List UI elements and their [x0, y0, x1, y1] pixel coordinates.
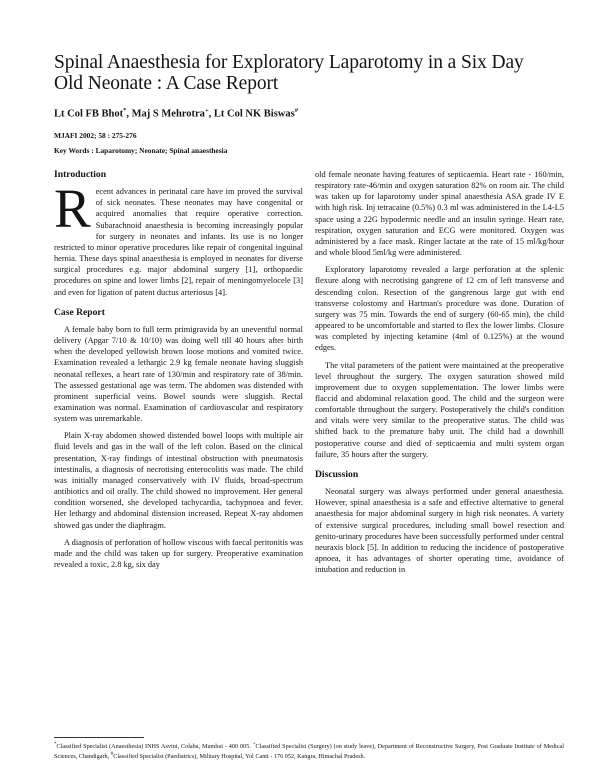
affiliations-footnote: [54, 741, 564, 762]
footnote-divider: [54, 737, 144, 738]
case-report-paragraph: Exploratory laparotomy revealed a large perforation at the splenic flexure along with necrotising gangrene of 12 cm of left transverse and descending colon. Resection of the gangrenous large gut with end transverse colostomy and Hartman's procedure was done. Duration of surgery was 75 min. Towards the end of surgery (60-65 min), the child appeared to be uncomfortable and started to flex the lower limbs. Closure was completed by injecting ketamine (4ml of 0.125%) at the wound edges.: [315, 265, 564, 353]
introduction-paragraph: [54, 178, 303, 298]
introduction-text: ecent advances in perinatal care have im proved the survival of sick neonates. These neonates may have congenital or acquired anomalies that require operative correction. Subarachnoid anaesthesia is becoming increasingly popular for surgery in neonates and infants. Its use is no longer restricted to minor operative procedures like repair of congenital inguinal hernia. These days spinal anaesthesia is employed in neonates for diverse surgical procedures e.g. major abdominal surgery [1], orthopaedic procedures on spine and lower limbs [2], repair of meningomyelocele [3] and even for ligation of patent ductus arteriosus [4].: [54, 187, 303, 297]
keywords-label: Key Words :: [54, 146, 94, 155]
footnote-text: Classified Specialist (Paediatrics), Military Hospital, Yol Cantt - 176 052, Kangra, Himachal Pradesh.: [113, 753, 366, 761]
paper-title: Spinal Anaesthesia for Exploratory Laparotomy in a Six Day Old Neonate : A Case Report: [54, 52, 524, 94]
case-report-paragraph: Plain X-ray abdomen showed distended bowel loops with multiple air fluid levels and gas in the wall of the left colon. Based on the clinical presentation, X-ray findings of intestinal obstruction with pneumatosis intestinalis, a diagnosis of necrotising enterocolitis was made. The child was initially managed conservatively with IV fluids, broad-spectrum antibiotics and oil orally. The child showed no improvement. Her general condition worsened, she developed tachycardia, tachypnoea and fever. Her lethargy and abdominal distension increased. Repeat X-ray abdomen showed gas under the diaphragm.: [54, 431, 303, 530]
footnote-mark: +: [252, 742, 256, 747]
right-column: [315, 169, 564, 581]
keywords: [54, 146, 227, 155]
discussion-paragraph: Neonatal surgery was always performed under general anaesthesia. However, spinal anaesthesia is a safe and effective alternative to general anaesthesia for major abdominal surgery in high risk neonates. A variety of extensive surgical procedures, including small bowel resection and genito-urinary procedures have been successfully performed under central neuraxis block [5]. In addition to reducing the incidence of postoperative apnoea, it has advantages of shorter operating time, avoidance of intubation and reduction in: [315, 487, 564, 575]
discussion-heading: Discussion: [315, 468, 359, 480]
author-name: Lt Col NK Biswas: [213, 108, 295, 120]
footnote-mark: *: [54, 742, 57, 747]
author-name: Lt Col FB Bhot: [54, 108, 124, 120]
footnote-text: Classified Specialist (Surgery) (on study leave), Department of Reconstructive Surgery, Post Graduate Institute of Medical Sciences, Chandigarh,: [54, 743, 564, 761]
case-report-paragraph: A female baby born to full term primigravida by an uneventful normal delivery (Apgar 7/10 & 10/10) was doing well till 40 hours after birth when the developed yellowish brown loose motions and vomited twice. Examination revealed a lethargic 2.9 kg female neonate having sluggish neonatal reflexes, a heart rate of 130/min and respiratory rate of 38/min. The assessed gestational age was term. The abdomen was distended with prominent superficial veins. Bowel sounds were sluggish. Rectal examination was normal. Examination of cardiovascular and respiratory system was unremarkable.: [54, 324, 303, 424]
footnote-text: Classified Specialist (Anaesthesia) INHS Asvini, Colaba, Mumbai - 400 005.: [56, 743, 253, 751]
drop-cap: R: [54, 178, 91, 240]
author-line: Lt Col FB Bhot*, Maj S Mehrotra+, Lt Col NK Biswas#: [54, 107, 298, 120]
footnote-mark: #: [110, 752, 114, 758]
case-report-paragraph: old female neonate having features of septicaemia. Heart rate - 160/min, respiratory rate-46/min and oxygen saturation 82% on room air. The child was taken up for laparotomy under spinal anaesthesia ASA grade IV E with high risk. Inj tetracaine (0.5%) 0.3 ml was administered in the L4-L5 space using a 22G hypodermic needle and an insulin syringe. Heart rate, respiration, oxygen saturation and ECG were monitored. Oxygen was administered by a face mask. Ringer lactate at the rate of 15 ml/kg/hour and whole blood 5ml/kg were administered.: [315, 170, 564, 258]
author-mark: *: [123, 107, 127, 114]
journal-citation: MJAFI 2002; 58 : 275-276: [54, 131, 137, 140]
author-mark: #: [294, 107, 298, 114]
introduction-heading: Introduction: [54, 169, 107, 180]
keywords-text: Laparotomy; Neonate; Spinal anaesthesia: [95, 146, 228, 155]
case-report-heading: Case Report: [54, 306, 105, 318]
left-column: [54, 169, 303, 576]
case-report-paragraph: The vital parameters of the patient were maintained at the preoperative level throughout the surgery. The oxygen saturation showed mild improvement due to oxygen supplementation. The lower limbs were flaccid and abdominal relaxation good. The child and the surgeon were comfortable throughout the surgery. Postoperatively the child's condition and vitals were very similar to the preoperative status. The child was shifted back to the premature baby unit. The child had a downhill postoperative course and died of septicaemia and multi system organ failure, 35 hours after the surgery.: [315, 360, 564, 459]
case-report-paragraph: A diagnosis of perforation of hollow viscous with faecal peritonitis was made and the child was taken up for surgery. Preoperative examination revealed a toxic, 2.8 kg, six day: [54, 537, 303, 569]
author-mark: +: [204, 107, 209, 114]
author-name: Maj S Mehrotra: [131, 108, 205, 120]
